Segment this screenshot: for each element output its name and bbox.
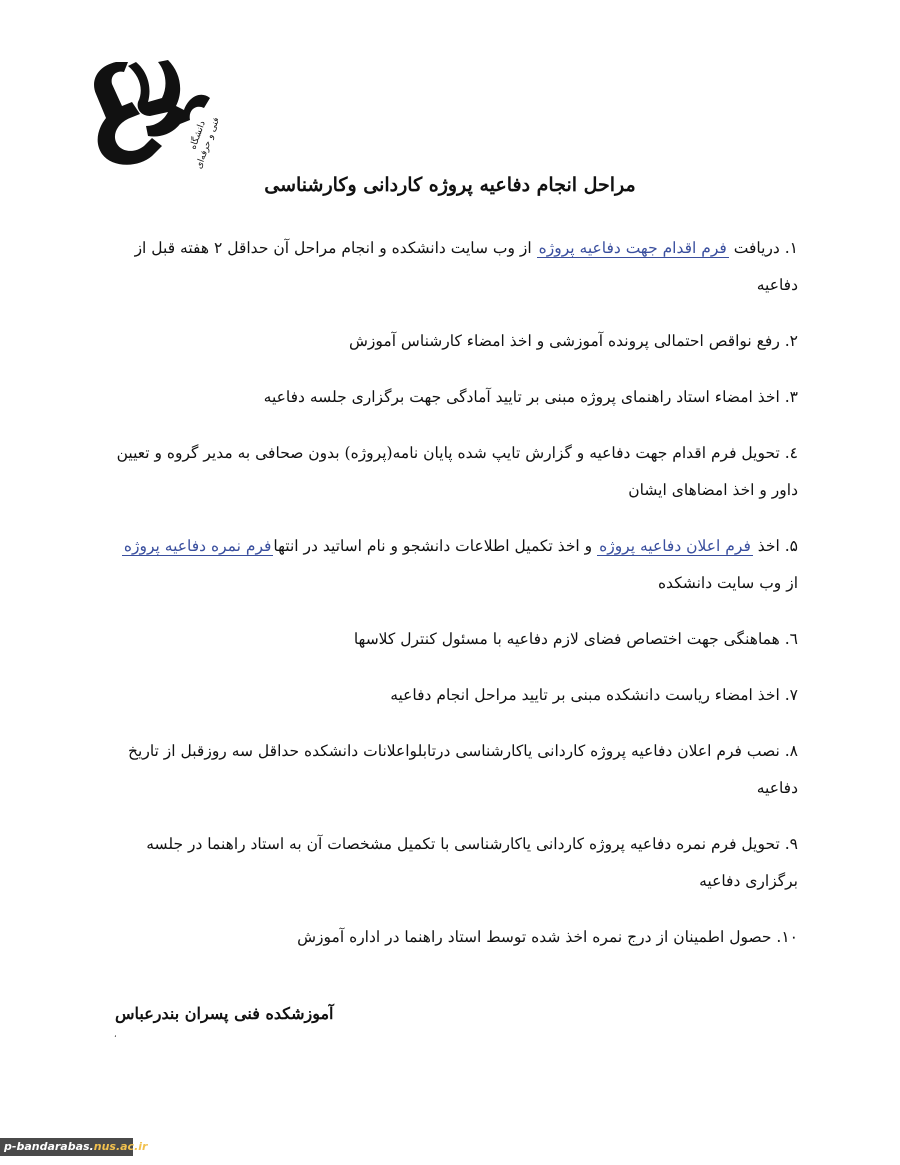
step-5-text-middle: و اخذ تکمیل اطلاعات دانشجو و نام اساتید در انتها [273, 537, 598, 555]
step-5-text-before: ۵. اخذ [752, 537, 798, 555]
step-5 [110, 528, 798, 602]
university-logo [88, 58, 218, 170]
site-url-prefix: p-bandarabas. [4, 1140, 94, 1153]
page-title: مراحل انجام دفاعیه پروژه کاردانی وکارشناسی [264, 174, 636, 196]
defense-announcement-form-link[interactable]: فرم اعلان دفاعیه پروژه [599, 537, 751, 555]
site-url-badge[interactable] [0, 1138, 148, 1156]
step-3: ۳. اخذ امضاء استاد راهنمای پروژه مبنی بر تایید آمادگی جهت برگزاری جلسه دفاعیه [263, 388, 798, 406]
step-5-text-after: از وب سایت دانشکده [657, 574, 798, 592]
step-6: ٦. هماهنگی جهت اختصاص فضای لازم دفاعیه با مسئول کنترل کلاسها [353, 630, 798, 648]
step-1 [110, 230, 798, 304]
step-7: ۷. اخذ امضاء ریاست دانشکده مبنی بر تایید مراحل انجام دفاعیه [390, 686, 798, 704]
site-url-domain: nus.ac.ir [93, 1140, 148, 1153]
school-name: آموزشکده فنی پسران بندرعباس [115, 1004, 334, 1023]
logo-caption-2: فنی و حرفه‌ای [194, 116, 218, 170]
step-4: ٤. تحویل فرم اقدام جهت دفاعیه و گزارش تایپ شده پایان نامه(پروژه) بدون صحافی به مدیر گروه و تعیین داور و اخذ امضاهای ایشان [116, 444, 798, 499]
step-10: ۱۰. حصول اطمینان از درج نمره اخذ شده توسط استاد راهنما در اداره آموزش [297, 928, 798, 946]
step-1-text-before: ۱. دریافت [728, 239, 798, 257]
step-9: ۹. تحویل فرم نمره دفاعیه پروژه کاردانی یاکارشناسی با تکمیل مشخصات آن به استاد راهنما در جلسه برگزاری دفاعیه [146, 835, 798, 890]
defense-action-form-link[interactable]: فرم اقدام جهت دفاعیه پروژه [538, 239, 727, 257]
defense-grade-form-link[interactable]: فرم نمره دفاعیه پروژه [123, 537, 272, 555]
footer-mark: ، [114, 1030, 117, 1039]
step-2: ۲. رفع نواقص احتمالی پرونده آموزشی و اخذ امضاء کارشناس آموزش [348, 332, 798, 350]
logo-caption-1: دانشگاه [188, 119, 208, 151]
steps-list [110, 230, 798, 975]
university-emblem-icon [88, 58, 218, 170]
step-1-text-after: از وب سایت دانشکده و انجام مراحل آن حداقل ۲ هفته قبل از دفاعیه [134, 239, 798, 294]
step-8: ۸. نصب فرم اعلان دفاعیه پروژه کاردانی یاکارشناسی درتابلواعلانات دانشکده حداقل سه روزقبل از تاریخ دفاعیه [128, 742, 798, 797]
